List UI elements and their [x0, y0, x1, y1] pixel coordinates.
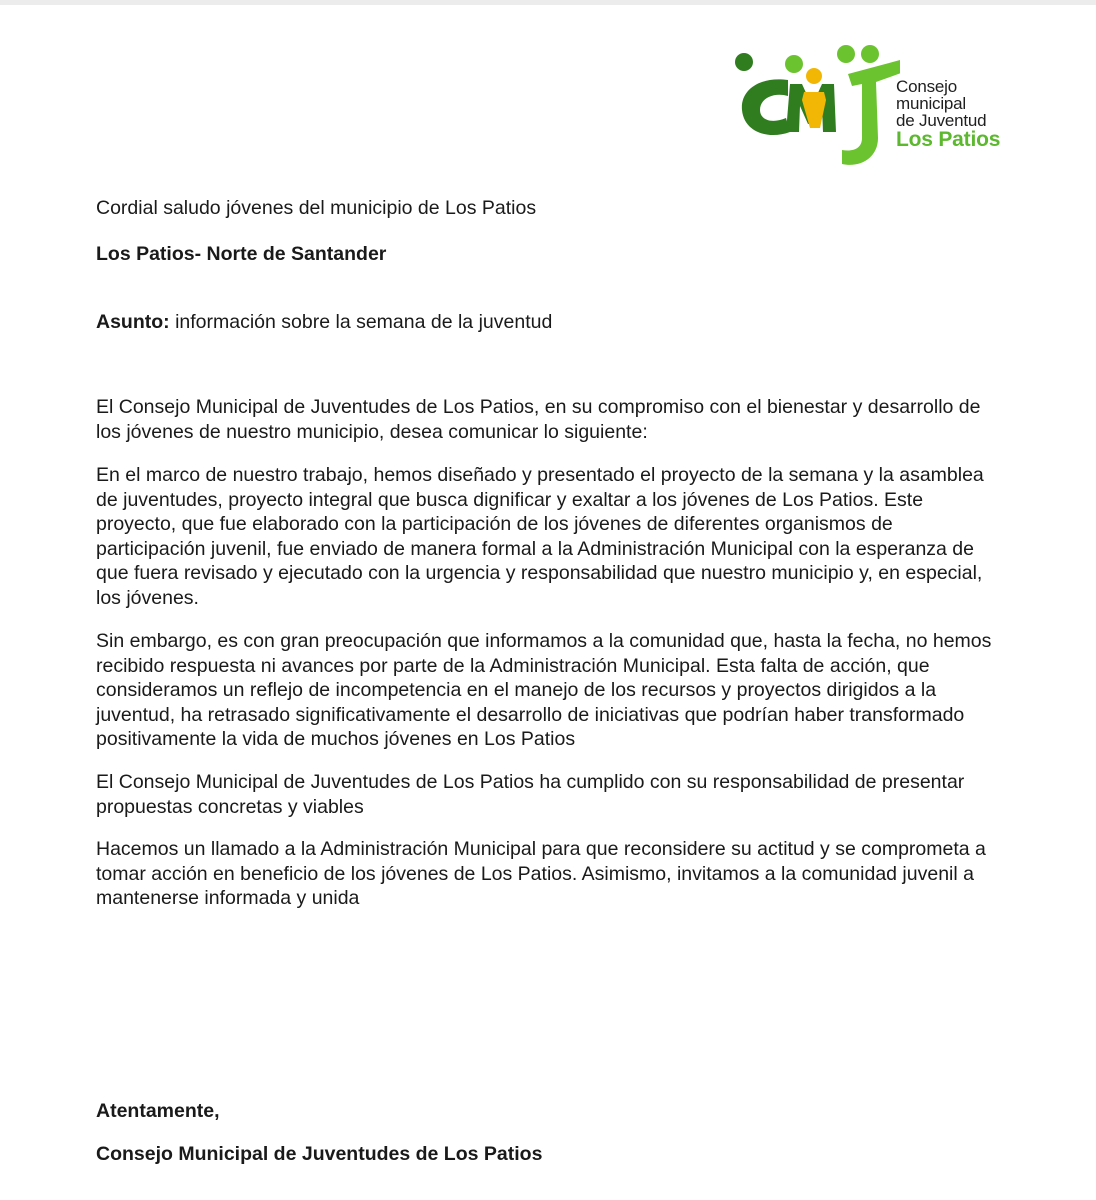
letter-paragraph-5: Hacemos un llamado a la Administración Municipal para que reconsidere su actitud y se comprometa a tomar acción en beneficio de los jóvenes de Los Patios. Asimismo, invitamos a la comunidad juvenil a mantenerse informada y unida: [96, 838, 986, 909]
letter-paragraph-3: Sin embargo, es con gran preocupación que informamos a la comunidad que, hasta la fecha, no hemos recibido respuesta ni avances por parte de la Administración Municipal. Esta falta de acción, que consideramos un reflejo de incompetencia en el manejo de los recursos y proyectos dirigidos a la juventud, ha retrasado significativamente el desarrollo de iniciativas que podrían haber transformado positivamente la vida de muchos jóvenes en Los Patios: [96, 630, 992, 750]
letter-paragraph-2: En el marco de nuestro trabajo, hemos diseñado y presentado el proyecto de la semana y la asamblea de juventudes, proyecto integral que busca dignificar y exaltar a los jóvenes de Los Patios. Este proyecto, que fue elaborado con la participación de los jóvenes de diferentes organismos de participación juvenil, fue enviado de manera formal a la Administración Municipal con la esperanza de que fuera revisado y ejecutado con la urgencia y responsabilidad que nuestro municipio y, en especial, los jóvenes.: [96, 464, 984, 609]
subject-text: información sobre la semana de la juventud: [169, 311, 553, 333]
cmj-logo: [730, 40, 1020, 170]
letter-subject: [96, 310, 1006, 335]
page-top-border: [0, 0, 1096, 5]
letter-location: Los Patios- Norte de Santander: [96, 243, 387, 265]
letter-paragraph-4: El Consejo Municipal de Juventudes de Los Patios ha cumplido con su responsabilidad de presentar propuestas concretas y viables: [96, 771, 965, 818]
letter-paragraph-1: El Consejo Municipal de Juventudes de Los Patios, en su compromiso con el bienestar y desarrollo de los jóvenes de nuestro municipio, desea comunicar lo siguiente:: [96, 396, 981, 443]
cmj-logo-mark-icon: [730, 40, 900, 170]
logo-line-2: municipal: [896, 94, 967, 113]
logo-line-1: Consejo: [896, 77, 957, 96]
letter-closing: Atentamente,: [96, 1100, 220, 1122]
logo-line-3: de Juventud: [896, 111, 987, 130]
subject-label: Asunto:: [96, 311, 170, 333]
logo-text: [896, 78, 1000, 151]
letter-signature: Consejo Municipal de Juventudes de Los Patios: [96, 1143, 543, 1165]
letter-greeting: Cordial saludo jóvenes del municipio de Los Patios: [96, 197, 537, 219]
logo-brand: Los Patios: [896, 128, 1001, 151]
